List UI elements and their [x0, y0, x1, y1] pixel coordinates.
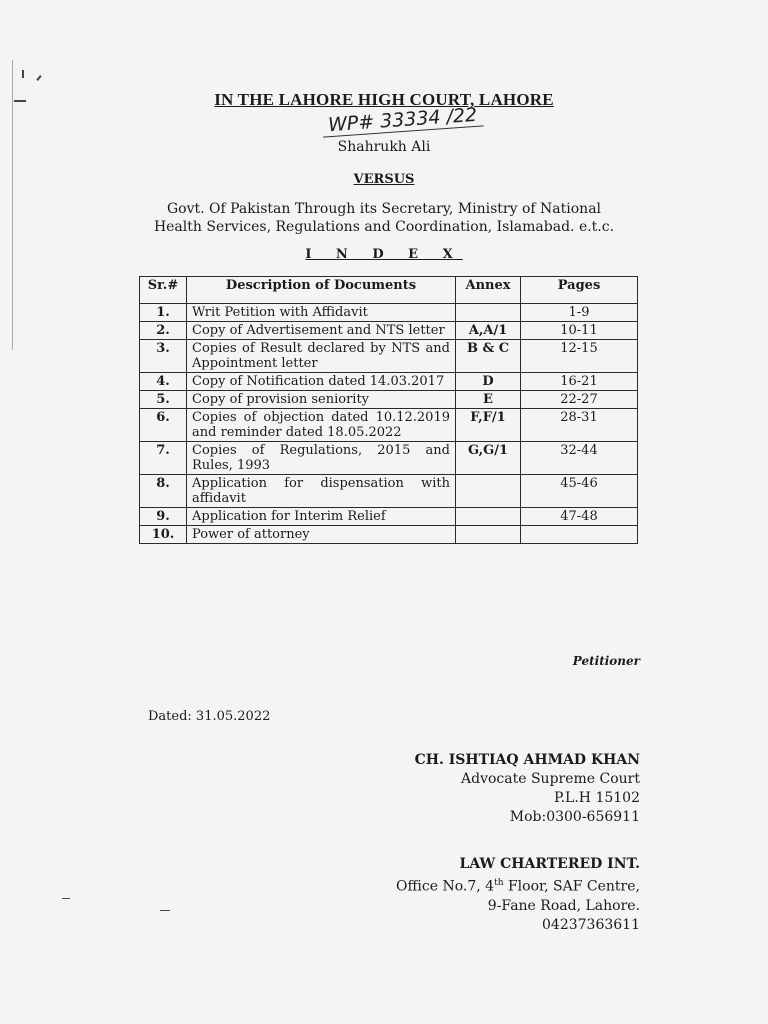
row-description: Copies of Result declared by NTS and Appointment letter — [187, 340, 456, 373]
advocate-name: CH. ISHTIAQ AHMAD KHAN — [414, 752, 640, 768]
row-description: Copy of provision seniority — [187, 391, 456, 409]
table-row — [140, 373, 638, 391]
row-pages: 22-27 — [521, 391, 638, 409]
firm-office-sup: th — [494, 878, 504, 888]
row-description: Application for dispensation with affidavit — [187, 475, 456, 508]
row-description: Copy of Advertisement and NTS letter — [187, 322, 456, 340]
row-annex: G,G/1 — [456, 442, 521, 475]
scan-mark — [62, 898, 70, 899]
header-sr: Sr.# — [140, 277, 187, 304]
row-pages: 16-21 — [521, 373, 638, 391]
table-row — [140, 391, 638, 409]
versus-label: VERSUS — [353, 172, 415, 187]
court-title: IN THE LAHORE HIGH COURT, LAHORE — [214, 90, 554, 109]
petitioner-label: Petitioner — [572, 654, 640, 668]
scan-mark — [160, 910, 170, 911]
row-pages: 10-11 — [521, 322, 638, 340]
row-description: Copies of objection dated 10.12.2019 and reminder dated 18.05.2022 — [187, 409, 456, 442]
row-sr: 7. — [140, 442, 187, 475]
row-description: Power of attorney — [187, 526, 456, 544]
petitioner-name: Shahrukh Ali — [337, 139, 431, 155]
row-sr: 4. — [140, 373, 187, 391]
scan-mark — [22, 70, 24, 78]
row-annex: F,F/1 — [456, 409, 521, 442]
row-sr: 1. — [140, 304, 187, 322]
advocate-plh: P.L.H 15102 — [554, 790, 640, 806]
case-number: WP# 33334 /22 — [321, 103, 483, 137]
row-sr: 9. — [140, 508, 187, 526]
row-sr: 10. — [140, 526, 187, 544]
table-row — [140, 340, 638, 373]
date-line: Dated: 31.05.2022 — [148, 709, 271, 724]
row-pages: 47-48 — [521, 508, 638, 526]
advocate-title: Advocate Supreme Court — [461, 771, 640, 787]
row-pages: 12-15 — [521, 340, 638, 373]
row-annex — [456, 304, 521, 322]
table-row — [140, 526, 638, 544]
respondent-line: Health Services, Regulations and Coordination, Islamabad. e.t.c. — [153, 219, 615, 235]
header-pages: Pages — [521, 277, 638, 304]
respondent-line: Govt. Of Pakistan Through its Secretary, Ministry of National — [166, 201, 602, 217]
firm-office — [396, 874, 640, 897]
row-annex: A,A/1 — [456, 322, 521, 340]
row-sr: 2. — [140, 322, 187, 340]
table-row — [140, 322, 638, 340]
row-annex: E — [456, 391, 521, 409]
row-annex — [456, 508, 521, 526]
row-pages: 45-46 — [521, 475, 638, 508]
row-pages: 32-44 — [521, 442, 638, 475]
row-description: Writ Petition with Affidavit — [187, 304, 456, 322]
row-sr: 6. — [140, 409, 187, 442]
firm-office-text: Office No.7, 4 — [396, 878, 495, 895]
row-sr: 8. — [140, 475, 187, 508]
header-annex: Annex — [456, 277, 521, 304]
row-pages — [521, 526, 638, 544]
index-table — [139, 276, 638, 544]
header-description: Description of Documents — [187, 277, 456, 304]
row-sr: 5. — [140, 391, 187, 409]
firm-phone: 04237363611 — [542, 916, 640, 933]
firm-name: LAW CHARTERED INT. — [459, 856, 640, 872]
firm-road: 9-Fane Road, Lahore. — [487, 897, 640, 914]
table-row — [140, 409, 638, 442]
firm-address — [396, 874, 640, 935]
row-description: Application for Interim Relief — [187, 508, 456, 526]
table-row — [140, 508, 638, 526]
table-row — [140, 442, 638, 475]
row-annex — [456, 526, 521, 544]
row-description: Copies of Regulations, 2015 and Rules, 1993 — [187, 442, 456, 475]
index-heading: I N D E X — [305, 247, 463, 262]
row-sr: 3. — [140, 340, 187, 373]
row-annex — [456, 475, 521, 508]
advocate-mobile: Mob:0300-656911 — [509, 809, 640, 825]
advocate-details — [461, 770, 640, 827]
row-pages: 1-9 — [521, 304, 638, 322]
firm-office-text-end: Floor, SAF Centre, — [503, 878, 640, 895]
respondent-block — [0, 200, 768, 236]
scan-mark — [36, 75, 41, 81]
row-pages: 28-31 — [521, 409, 638, 442]
table-row — [140, 475, 638, 508]
table-row — [140, 304, 638, 322]
table-header-row — [140, 277, 638, 304]
row-description: Copy of Notification dated 14.03.2017 — [187, 373, 456, 391]
row-annex: D — [456, 373, 521, 391]
row-annex: B & C — [456, 340, 521, 373]
